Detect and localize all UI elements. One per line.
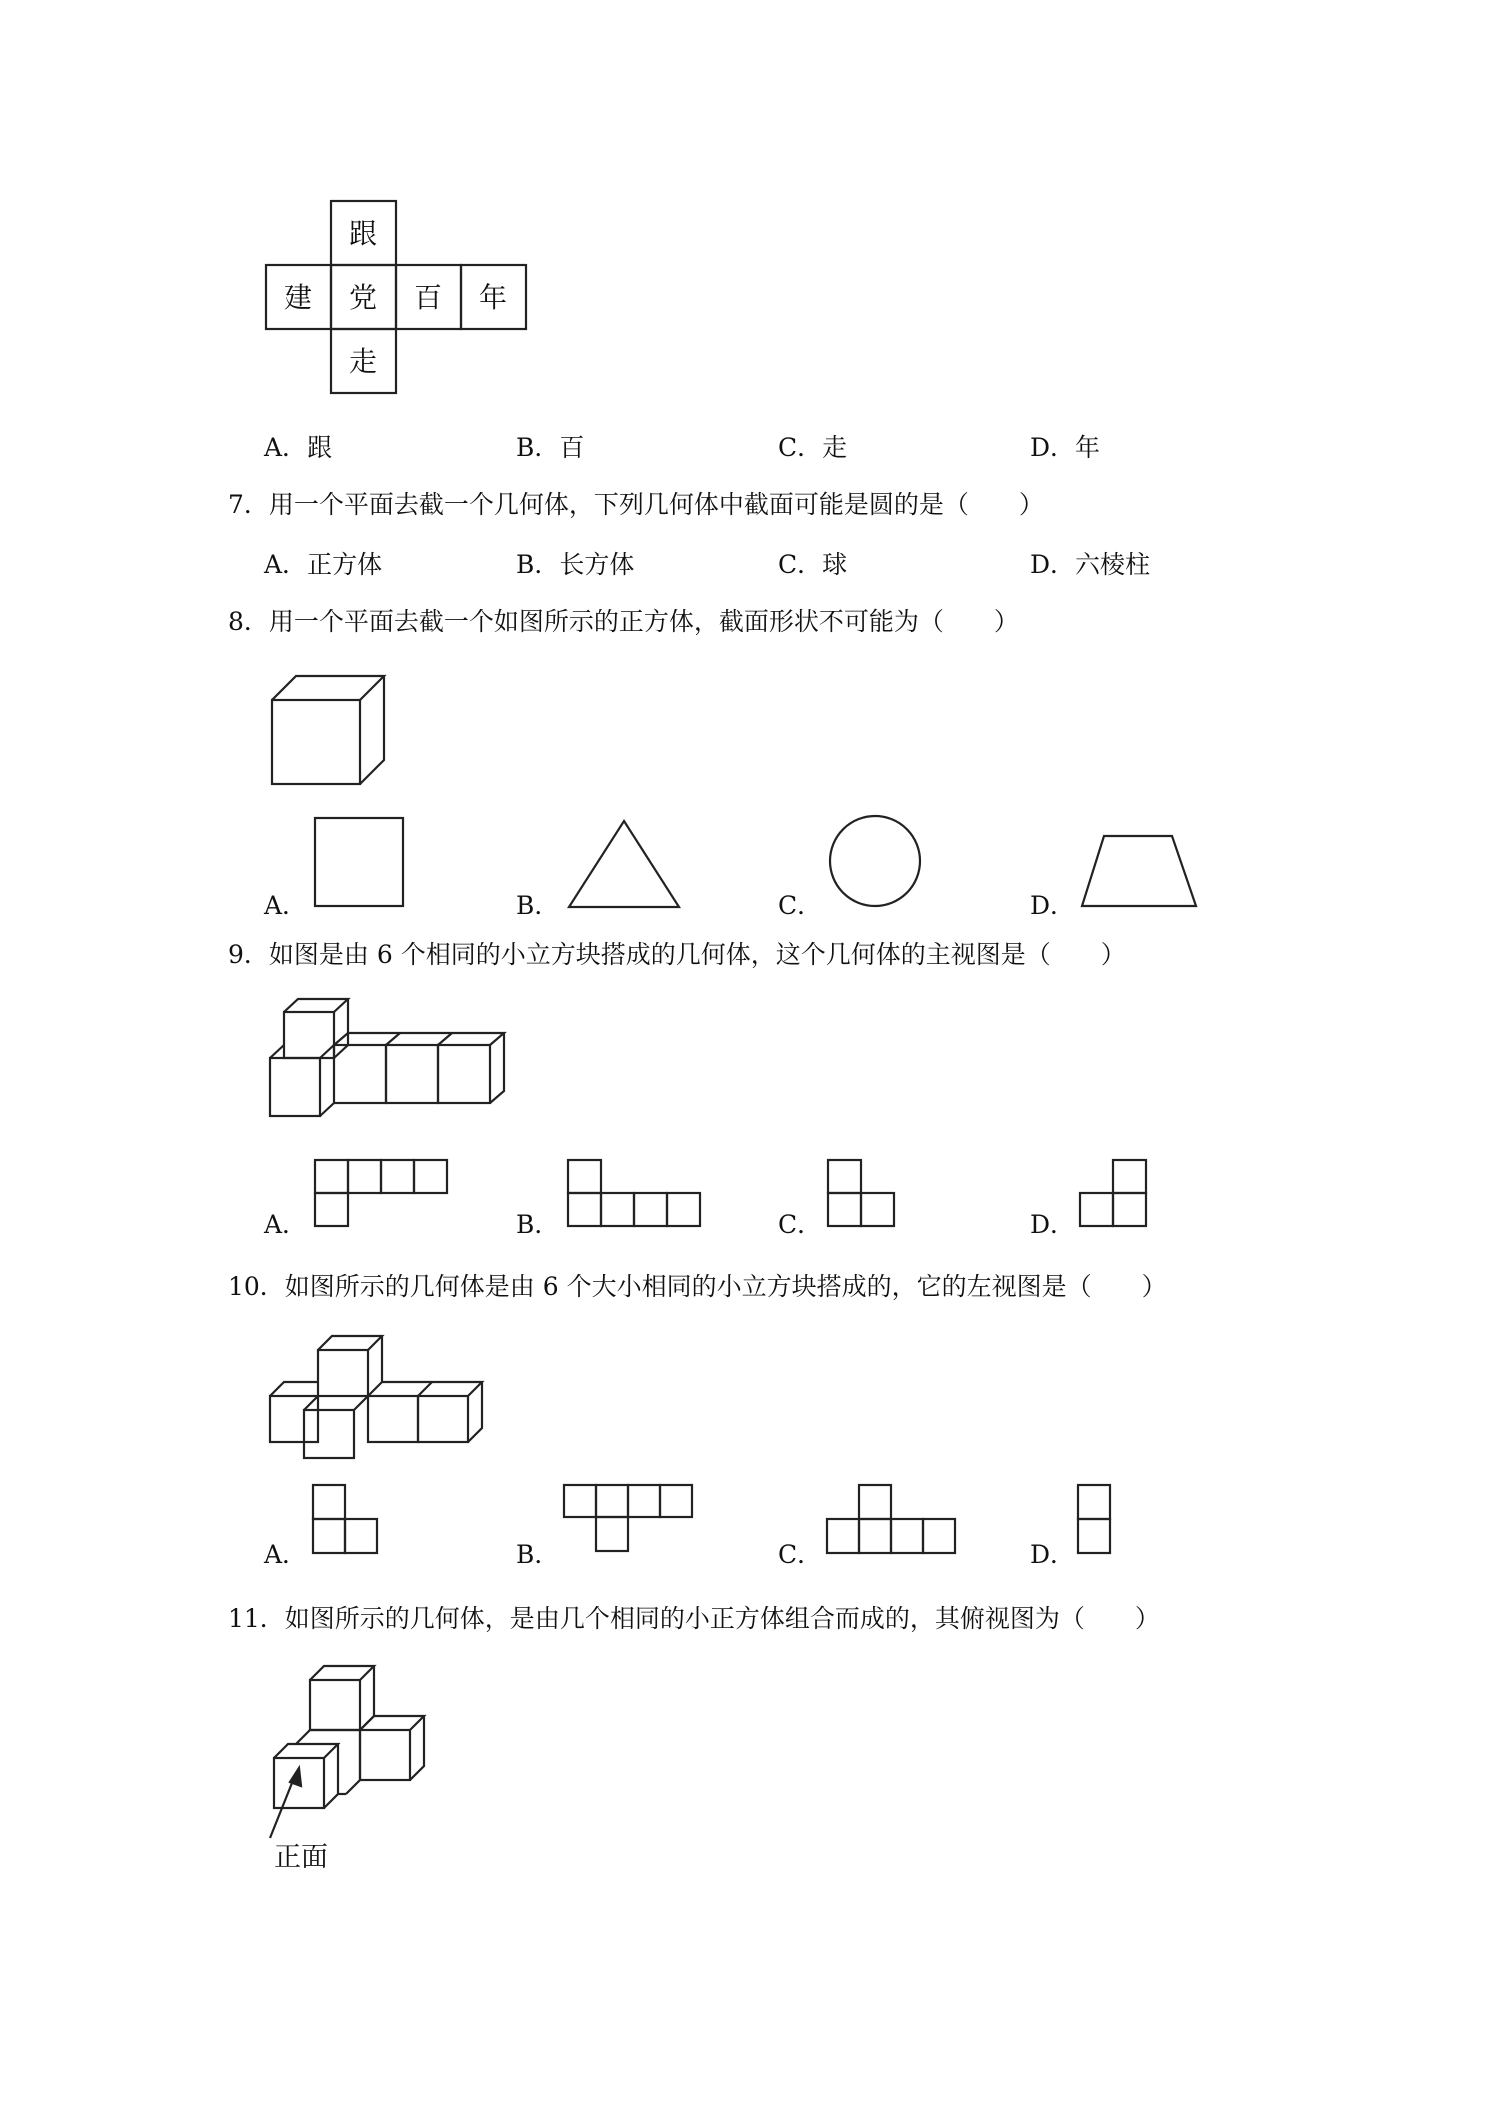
option-text: 球 <box>822 550 848 579</box>
q10-stem: 10．如图所示的几何体是由 6 个大小相同的小立方块搭成的，它的左视图是（ ） <box>228 1272 1167 1301</box>
circle-shape[interactable] <box>828 814 922 908</box>
q10-option-c-view[interactable] <box>825 1482 959 1556</box>
q7-option-d[interactable] <box>1030 550 1150 580</box>
q9-option-b-view[interactable] <box>566 1158 702 1230</box>
trapezoid-shape[interactable] <box>1080 834 1200 908</box>
triangle-shape[interactable] <box>566 818 682 910</box>
q7-option-c[interactable] <box>778 550 847 580</box>
cube-stack-figure-q9 <box>266 995 516 1125</box>
option-text: 百 <box>559 433 585 462</box>
option-text: 正方体 <box>307 550 383 579</box>
q8-option-c-label[interactable]: C． <box>778 891 823 920</box>
option-text: 长方体 <box>559 550 635 579</box>
cube-stack-figure-q11 <box>266 1660 436 1873</box>
q9-option-a-view[interactable] <box>313 1158 449 1230</box>
option-letter: D． <box>1030 433 1076 462</box>
option-text: 年 <box>1075 433 1101 462</box>
q6-option-a[interactable] <box>264 433 332 463</box>
cube-stack-figure-q10 <box>266 1328 496 1464</box>
q10-option-d-view[interactable] <box>1076 1482 1116 1556</box>
q6-option-b[interactable] <box>516 433 584 463</box>
option-letter: C． <box>778 433 823 462</box>
net-cell-right1: 百 <box>413 281 443 314</box>
option-letter: B． <box>516 433 560 462</box>
q10-option-b-label[interactable]: B． <box>516 1540 560 1569</box>
option-text: 跟 <box>307 433 333 462</box>
option-letter: B． <box>516 550 560 579</box>
q7-stem: 7．用一个平面去截一个几何体，下列几何体中截面可能是圆的是（ ） <box>228 490 1044 519</box>
q7-option-a[interactable] <box>264 550 382 580</box>
q10-option-b-view[interactable] <box>562 1482 698 1556</box>
cube-net-figure <box>266 198 530 398</box>
square-shape[interactable] <box>313 816 405 908</box>
q10-option-d-label[interactable]: D． <box>1030 1540 1076 1569</box>
q10-option-a-view[interactable] <box>311 1482 383 1556</box>
q11-stem: 11．如图所示的几何体，是由几个相同的小正方体组合而成的，其俯视图为（ ） <box>228 1604 1160 1633</box>
net-cell-bottom: 走 <box>348 345 378 378</box>
front-label: 正面 <box>274 1842 328 1873</box>
q8-option-a-label[interactable]: A． <box>264 891 308 920</box>
q10-option-a-label[interactable]: A． <box>264 1540 308 1569</box>
q9-option-c-label[interactable]: C． <box>778 1210 823 1239</box>
q10-option-c-label[interactable]: C． <box>778 1540 823 1569</box>
q9-option-c-view[interactable] <box>826 1158 898 1230</box>
q6-option-c[interactable] <box>778 433 847 463</box>
option-text: 走 <box>822 433 848 462</box>
q9-option-d-label[interactable]: D． <box>1030 1210 1076 1239</box>
option-letter: D． <box>1030 550 1076 579</box>
net-cell-right2: 年 <box>478 281 508 314</box>
cube-figure <box>270 672 390 788</box>
option-letter: A． <box>264 550 308 579</box>
option-letter: A． <box>264 433 308 462</box>
net-cell-center: 党 <box>348 281 378 314</box>
q6-option-d[interactable] <box>1030 433 1100 463</box>
q9-option-d-view[interactable] <box>1078 1158 1150 1230</box>
q7-option-b[interactable] <box>516 550 634 580</box>
q9-stem: 9．如图是由 6 个相同的小立方块搭成的几何体，这个几何体的主视图是（ ） <box>228 940 1126 969</box>
q8-option-b-label[interactable]: B． <box>516 891 560 920</box>
option-text: 六棱柱 <box>1075 550 1151 579</box>
q9-option-b-label[interactable]: B． <box>516 1210 560 1239</box>
net-cell-left: 建 <box>283 281 313 314</box>
net-cell-top: 跟 <box>348 217 378 250</box>
q9-option-a-label[interactable]: A． <box>264 1210 308 1239</box>
q8-stem: 8．用一个平面去截一个如图所示的正方体，截面形状不可能为（ ） <box>228 607 1019 636</box>
option-letter: C． <box>778 550 823 579</box>
q8-option-d-label[interactable]: D． <box>1030 891 1076 920</box>
